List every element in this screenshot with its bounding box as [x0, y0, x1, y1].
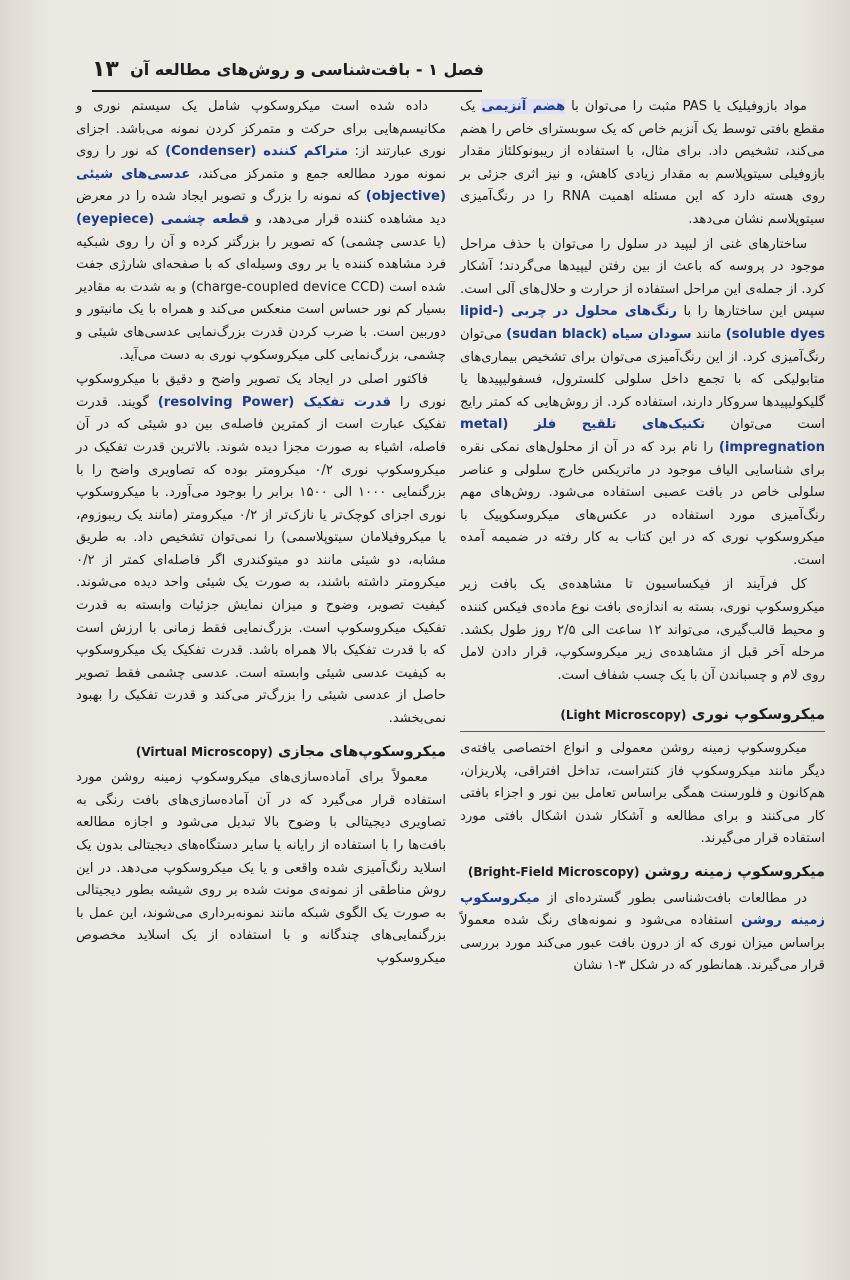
keyword: رنگ‌های محلول در چربی (lipid-soluble dyes) — [460, 304, 825, 342]
keyword: قدرت تفکیک (resolving Power) — [157, 394, 391, 410]
keyword: میکروسکوپ زمینه روشن — [460, 890, 825, 929]
paragraph: فاکتور اصلی در ایجاد یک تصویر واضح و دقیق با میکروسکوپ نوری را قدرت تفکیک (resolving Power) گویند. قدرت تفکیک عبارت است از کمترین فاصله‌ی بین دو شیئی که در آن فاصله، اشیاء به صورت مجزا دیده شوند. بالاترین قدرت تفکیک در میکروسکوپ نوری ۰/۲ میکرومتر بوده که تصاویری واضح را با بزرگنمایی ۱۰۰۰ الی ۱۵۰۰ برابر را بوجود می‌آورد. با میکروسکوپ نوری اجزای کوچک‌تر یا نازک‌تر از ۰/۲ میکرومتر (مانند یک ریبوزوم، یا میکروفیلامان سیتوپلاسمی) را نمی‌توان تشخیص داد. به طریق مشابه، دو شیئی مانند دو میتوکندری اگر فاصله‌ای کمتر از ۰/۲ میکرومتر داشته باشند، به صورت یک شیئی واحد دیده می‌شوند. کیفیت تصویر، وضوح و میزان نمایش جزئیات وابسته به قدرت تفکیک میکروسکوپ است. بزرگ‌نمایی فقط زمانی با ارزش است که با قدرت تفکیک بالا همراه باشد. قدرت تفکیک یک میکروسکوپ به کیفیت عدسی شیئی وابسته است. عدسی چشمی فقط تصویر حاصل از عدسی شیئی را بزرگ‌تر می‌کند و قدرت تفکیک را بهبود نمی‌بخشد. — [76, 372, 446, 727]
right-column — [460, 96, 825, 978]
subsection-heading: میکروسکوپ‌های مجازی (Virtual Microscopy) — [135, 743, 446, 760]
paragraph: مواد بازوفیلیک یا PAS مثبت را می‌توان با هضم آنزیمی یک مقطع بافتی توسط یک آنزیم خاص که یک سوبسترای خاص را هضم می‌کند، تشخیص داد. برای مثال، با استفاده از ریبونوکلئاز مقدار بازوفیلی سیتوپلاسم به مقدار زیادی کاهش، و نیز اثری جزئی بر روی هسته دارد که این مسئله اهمیت RNA را در رنگ‌آمیزی سیتوپلاسم نشان می‌دهد. — [460, 99, 825, 227]
left-column — [76, 96, 446, 971]
keyword: متراکم کننده (Condenser) — [165, 144, 349, 160]
keyword: قطعه چشمی (eyepiece) — [76, 211, 250, 227]
paragraph: کل فرآیند از فیکساسیون تا مشاهده‌ی یک بافت زیر میکروسکوپ نوری، بسته به اندازه‌ی بافت نوع ماده‌ی فیکس کننده و محیط قالب‌گیری، می‌تواند ۱۲ ساعت الی ۲/۵ روز طول بکشد. مرحله آخر قبل از مشاهده‌ی زیر میکروسکوپ، قرار دادن لامل روی لام و چسباندن آن با یک چسب شفاف است. — [460, 577, 825, 683]
keyword: عدسی‌های شیئی (objective) — [76, 166, 446, 205]
subsection-heading: میکروسکوپ زمینه روشن (Bright-Field Microscopy) — [467, 864, 825, 880]
page-number: ۱۳ — [92, 56, 119, 82]
paragraph: داده شده است میکروسکوپ شامل یک سیستم نوری و مکانیسم‌هایی برای حرکت و متمرکز کردن نمونه می‌باشد. اجزای نوری عبارتند از: متراکم کننده (Condenser) که نور را روی نمونه مورد مطالعه جمع و متمرکز می‌کند، عدسی‌های شیئی (objective) که نمونه را بزرگ و تصویر ایجاد شده را در معرض دید مشاهده کننده قرار می‌دهد، و قطعه چشمی (eyepiece) (یا عدسی چشمی) که تصویر را بزرگتر کرده و آن را روی شبکیه فرد مشاهده کننده یا بر روی وسیله‌ای که با صفحه‌ای شارژی جفت شده است (charge-coupled device CCD) و به شدت به مقادیر بسیار کم نور حساس است منعکس می‌کند و همراه با یک مانیتور و دوربین است. با ضرب کردن قدرت بزرگ‌نمایی عدسی‌های شیئی و چشمی، بزرگ‌نمایی کلی میکروسکوپ نوری به دست می‌آید. — [76, 99, 446, 363]
paragraph: ساختارهای غنی از لیپید در سلول را می‌توان با حذف مراحل موجود در پروسه که باعث از بین رفتن لیپیدها می‌گردند؛ آشکار کرد. از جمله‌ی این مراحل استفاده از حرارت و حلال‌های آلی است. سپس این ساختارها را با رنگ‌های محلول در چربی (lipid-soluble dyes) مانند سودان سیاه (sudan black) می‌توان رنگ‌آمیزی کرد. از این رنگ‌آمیزی می‌توان برای تشخیص بیماری‌های متابولیکی که با تجمع داخل سلولی کلسترول، فسفولیپیدها یا گلیکولیپیدها سروکار دارند، استفاده کرد. از روش‌هایی که کمتر رایج است می‌توان تکنیک‌های تلقیح فلز (metal impregnation) را نام برد که در آن از محلول‌های نمکی نقره برای شناسایی الیاف موجود در ماتریکس خارج سلولی و عناصر سلولی خاص در بافت عصبی استفاده می‌شود. روش‌های مهم رنگ‌آمیزی مورد استفاده در عکس‌های میکروسکوپیک با میکروسکوپ نوری که در این کتاب به کار رفته در ضمیمه آمده است. — [460, 236, 826, 568]
keyword: تکنیک‌های تلقیح فلز (metal impregnation) — [460, 417, 825, 455]
running-header — [92, 52, 484, 86]
keyword: سودان سیاه (sudan black) — [506, 326, 692, 342]
keyword: هضم آنزیمی — [481, 99, 566, 114]
paragraph: در مطالعات بافت‌شناسی بطور گسترده‌ای از میکروسکوپ زمینه روشن استفاده می‌شود و نمونه‌های رنگ شده معمولاً براساس میزان نوری که از درون بافت عبور می‌کند مورد بررسی قرار می‌گیرند. همانطور که در شکل ۳-۱ نشان — [460, 890, 825, 974]
paragraph: میکروسکوپ زمینه روشن معمولی و انواع اختصاصی یافته‌ی دیگر مانند میکروسکوپ فاز کنتراست، تداخل افتراقی، پلاریزان، هم‌کانون و فلورسنت همگی براساس تعامل بین نور و اجزاء بافتی کار می‌کنند و برای مطالعه و آشکار شدن اشکال بافتی مورد استفاده قرار می‌گیرند. — [460, 741, 825, 847]
header-rule — [92, 90, 482, 92]
paragraph: معمولاً برای آماده‌سازی‌های میکروسکوپ زمینه روشن مورد استفاده قرار می‌گیرد که در آن آماده‌سازی‌های بافت رنگی به تصاویری دیجیتالی با وضوح بالا تبدیل می‌شود و اجازه مطالعه بافت‌ها را با استفاده از رایانه یا سایر دستگاه‌های دیجیتالی بدون یک اسلاید رنگ‌آمیزی شده واقعی و یا یک میکروسکوپ می‌دهد. در این روش مناطقی از نمونه‌ی مونت شده بر روی شیشه بطور دیجیتالی به صورت یک الگوی شبکه مانند نمونه‌برداری می‌شوند، این عمل با بزرگنمایی‌های چندگانه و با استفاده از یک اسلاید مخصوص میکروسکوپ — [76, 770, 446, 966]
chapter-title: فصل ۱ - بافت‌شناسی و روش‌های مطالعه آن — [130, 59, 484, 79]
section-heading: میکروسکوپ نوری (Light Microscopy) — [460, 703, 825, 732]
